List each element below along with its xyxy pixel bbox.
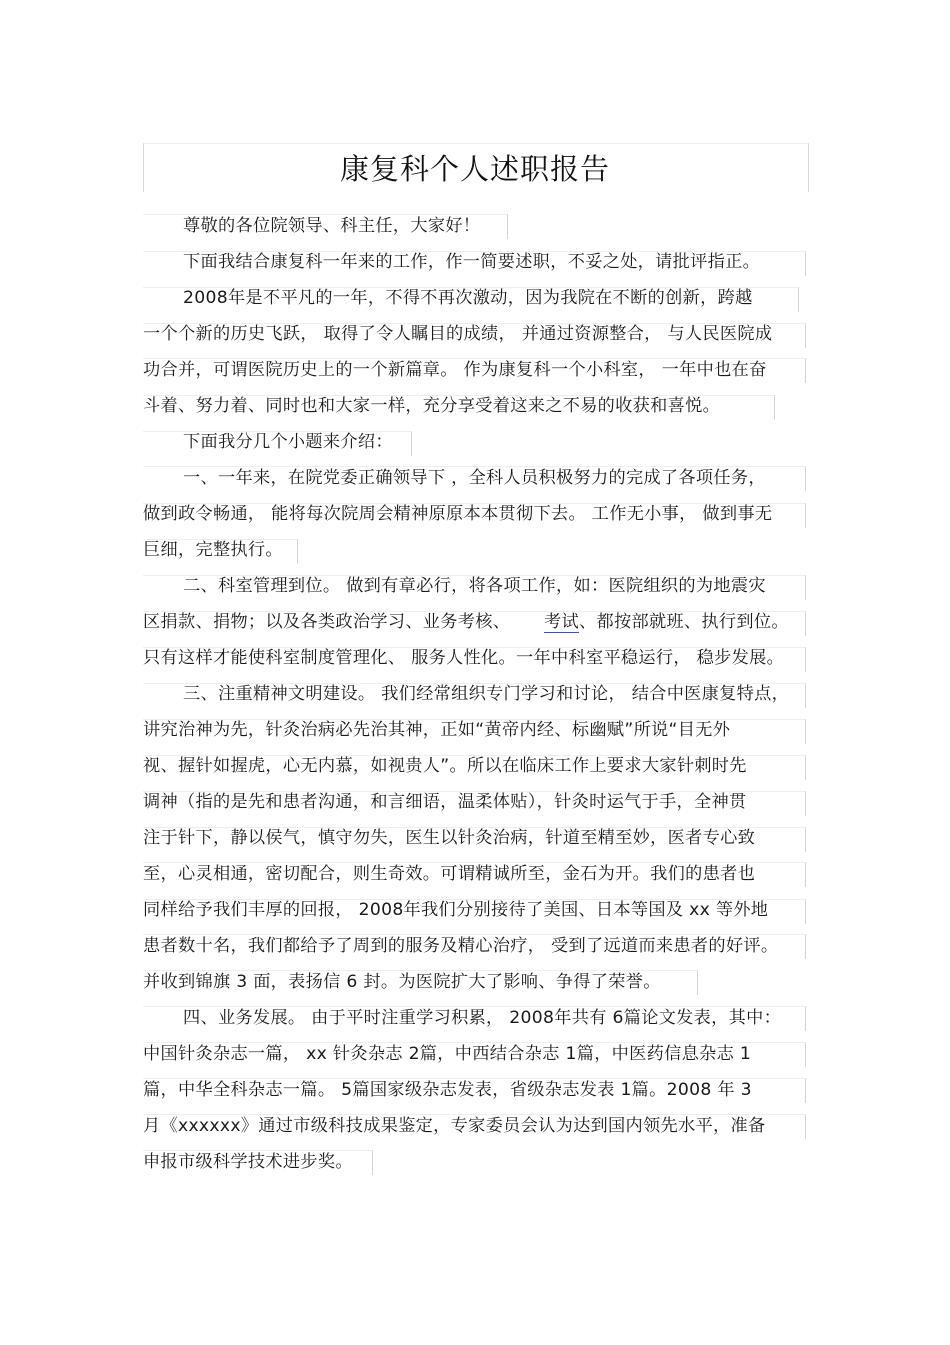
paragraph-line: 患者数十名，我们都给予了周到的服务及精心治疗， 受到了远道而来患者的好评。 — [143, 936, 779, 956]
paragraph-line: 2008年是不平凡的一年，不得不再次激动，因为我院在不断的创新，跨越 — [183, 288, 753, 308]
salutation: 尊敬的各位院领导、科主任，大家好！ — [183, 216, 481, 236]
paragraph-line: 并收到锦旗 3 面，表扬信 6 封。为医院扩大了影响、争得了荣誉。 — [143, 972, 661, 992]
paragraph-line: 四、业务发展。 由于平时注重学习积累， 2008年共有 6篇论文发表，其中： — [183, 1008, 782, 1028]
paragraph-line: 篇，中华全科杂志一篇。 5篇国家级杂志发表，省级杂志发表 1篇。2008 年 3 — [143, 1080, 752, 1100]
paragraph-line: 只有这样才能使科室制度管理化、 服务人性化。一年中科室平稳运行， 稳步发展。 — [143, 648, 785, 668]
paragraph-line: 注于针下，静以侯气，慎守勿失，医生以针灸治病，针道至精至妙，医者专心致 — [143, 828, 756, 848]
paragraph-line: 三、注重精神文明建设。 我们经常组织专门学习和讨论， 结合中医康复特点， — [183, 684, 790, 704]
document-title: 康复科个人述职报告 — [339, 152, 610, 186]
paragraph-line: 调神（指的是先和患者沟通，和言细语，温柔体贴），针灸时运气于手，全神贯 — [143, 792, 747, 812]
paragraph-line: 巨细，完整执行。 — [143, 540, 283, 560]
paragraph-line: 中国针灸杂志一篇， xx 针灸杂志 2篇，中西结合杂志 1篇，中医药信息杂志 1 — [143, 1044, 752, 1064]
paragraph-line: 月《xxxxxx》通过市级科技成果鉴定，专家委员会认为达到国内领先水平，准备 — [143, 1116, 766, 1136]
paragraph-line: 一、一年来，在院党委正确领导下 ，全科人员积极努力的完成了各项任务， — [183, 468, 766, 488]
paragraph-line: 一个个新的历史飞跃， 取得了令人瞩目的成绩， 并通过资源整合， 与人民医院成 — [143, 324, 773, 344]
exam-link[interactable]: 考试 — [544, 612, 579, 632]
paragraph-line: 申报市级科学技术进步奖。 — [143, 1152, 353, 1172]
paragraph-line: 视、握针如握虎，心无内慕，如视贵人”。所以在临床工作上要求大家针刺时先 — [143, 756, 747, 776]
paragraph-line: 同样给予我们丰厚的回报， 2008年我们分别接待了美国、日本等国及 xx 等外地 — [143, 900, 769, 920]
paragraph-line: 至，心灵相通，密切配合，则生奇效。可谓精诚所至，金石为开。我们的患者也 — [143, 864, 756, 884]
paragraph-line: 下面我分几个小题来介绍： — [183, 432, 393, 452]
paragraph-line — [143, 606, 789, 639]
paragraph-line: 二、科室管理到位。 做到有章必行，将各项工作，如：医院组织的为地震灾 — [183, 576, 766, 596]
paragraph-line: 做到政令畅通， 能将每次院周会精神原原本本贯彻下去。 工作无小事， 做到事无 — [143, 504, 773, 524]
paragraph-text: 区捐款、捐物；以及各类政治学习、业务考核、 — [143, 612, 511, 632]
paragraph-line: 下面我结合康复科一年来的工作，作一简要述职，不妥之处，请批评指正。 — [183, 252, 761, 272]
paragraph-line: 斗着、努力着、同时也和大家一样，充分享受着这来之不易的收获和喜悦。 — [143, 396, 721, 416]
paragraph-line: 讲究治神为先，针灸治病必先治其神，正如“黄帝内经、标幽赋”所说“目无外 — [143, 720, 731, 740]
paragraph-line: 功合并，可谓医院历史上的一个新篇章。 作为康复科一个小科室， 一年中也在奋 — [143, 360, 767, 380]
paragraph-text: 、都按部就班、执行到位。 — [579, 612, 789, 632]
